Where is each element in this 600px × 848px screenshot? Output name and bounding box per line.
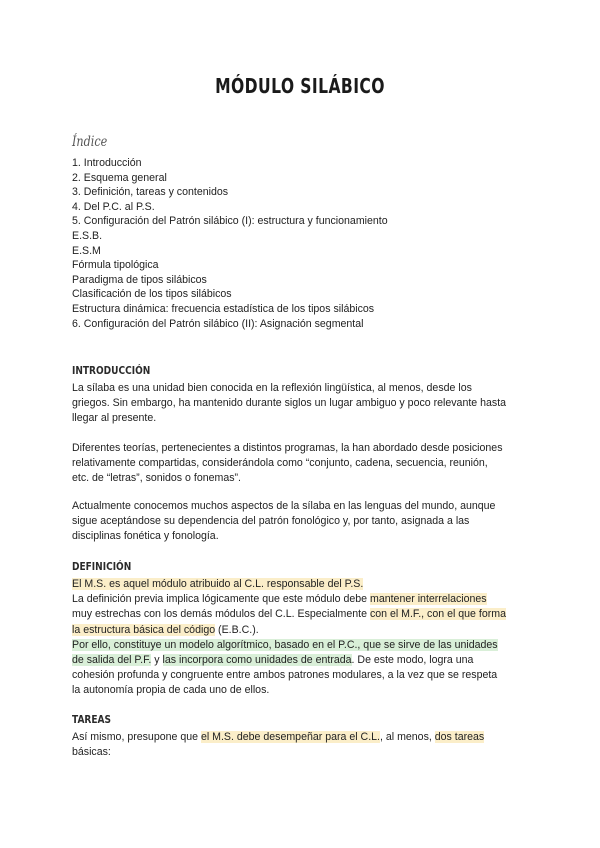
text-line [72,653,532,668]
index-item: Paradigma de tipos silábicos [72,273,207,286]
text-line [72,577,532,592]
index-item: 2. Esquema general [72,171,167,184]
index-item: Clasificación de los tipos silábicos [72,288,232,301]
highlighted-text: dos tareas [434,731,485,743]
text-run: . De este modo, logra una [351,654,474,667]
text-run: Así mismo, presupone que [72,731,201,743]
text-line [72,623,532,638]
text-line: básicas: [72,746,111,759]
text-line: etc. de “letras”, sonidos o fonemas”. [72,472,241,485]
highlighted-text-green: las incorpora como unidades de entrada [162,654,352,667]
document-title: MÓDULO SILÁBICO [215,74,385,98]
section-heading-tareas: TAREAS [72,713,112,726]
text-line [72,607,532,622]
highlighted-text-green: de salida del P.F. [72,654,152,667]
index-item: 1. Introducción [72,157,142,169]
text-line: sigue aceptándose su dependencia del patrón fonológico y, por tanto, asignada a las [72,515,470,528]
text-run: muy estrechas con los demás módulos del C.L. Especialmente [72,608,370,621]
index-item: Estructura dinámica: frecuencia estadística de los tipos silábicos [72,302,375,315]
intro-paragraph-2 [72,441,532,487]
text-run: (E.B.C.). [215,623,259,636]
index-item: Fórmula tipológica [72,259,159,272]
text-run: La definición previa implica lógicamente que este módulo debe [72,593,370,606]
index-item: 4. Del P.C. al P.S. [72,200,155,213]
text-line: llegar al presente. [72,412,157,425]
definicion-paragraph [72,577,532,699]
text-run: y [151,654,163,667]
intro-paragraph-3 [72,499,532,545]
text-run: , al menos, [380,731,435,743]
highlighted-text: el M.S. debe desempeñar para el C.L. [200,731,380,743]
highlighted-text: El M.S. es aquel módulo atribuido al C.L. responsable del P.S. [72,578,364,590]
text-line: cohesión profunda y congruente entre ambos patrones modulares, a la vez que se respeta [72,669,498,682]
tareas-paragraph [72,730,532,760]
text-line: Actualmente conocemos muchos aspectos de la sílaba en las lenguas del mundo, aunque [72,500,496,512]
index-item: E.S.B. [72,229,103,242]
highlighted-text: con el M.F., con el que forma [369,608,506,621]
section-heading-definicion: DEFINICIÓN [72,560,132,573]
index-item: 3. Definición, tareas y contenidos [72,186,229,199]
index-item: 5. Configuración del Patrón silábico (I): estructura y funcionamiento [72,215,388,228]
text-line [72,730,532,745]
highlighted-text-green: Por ello, constituye un modelo algorítmico, basado en el P.C., que se sirve de las unidades [72,638,498,651]
text-line [72,638,532,653]
text-line: La sílaba es una unidad bien conocida en la reflexión lingüística, al menos, desde los [72,382,472,394]
text-line: griegos. Sin embargo, ha mantenido durante siglos un lugar ambiguo y poco relevante hasta [72,397,507,410]
index-item: E.S.M [72,244,101,257]
text-line: Diferentes teorías, pertenecientes a distintos programas, la han abordado desde posiciones [72,442,503,454]
index-list [72,156,388,331]
index-item: 6. Configuración del Patrón silábico (II): Asignación segmental [72,317,364,330]
text-line: disciplinas fonética y fonología. [72,530,219,543]
intro-paragraph-1 [72,381,532,427]
text-line: la autonomía propia de cada uno de ellos. [72,684,270,697]
highlighted-text: mantener interrelaciones [370,593,487,606]
index-heading: Índice [72,134,108,150]
highlighted-text: la estructura básica del código [72,623,216,636]
section-heading-introduccion: INTRODUCCIÓN [72,364,151,377]
text-line [72,592,532,607]
text-line: relativamente compartidas, considerándola como “conjunto, cadena, secuencia, reunión, [72,457,488,470]
